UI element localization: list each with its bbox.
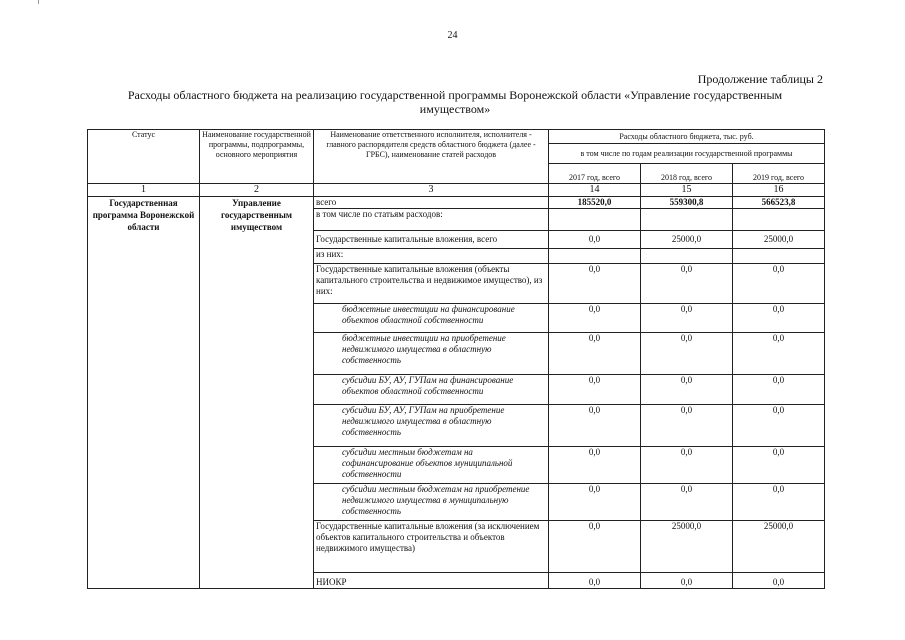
value-2019: 0,0: [733, 333, 825, 375]
row-label: субсидии местным бюджетам на софинансирование объектов муниципальной собственности: [314, 447, 549, 484]
value-2017: 0,0: [549, 333, 641, 375]
budget-table: [87, 129, 825, 589]
value-2018: 25000,0: [641, 231, 733, 249]
value-2019: 25000,0: [733, 521, 825, 573]
value-2018: 0,0: [641, 264, 733, 304]
value-2017: 0,0: [549, 304, 641, 333]
value-2019: 0,0: [733, 573, 825, 589]
column-number: 16: [733, 184, 825, 197]
value-2017: 0,0: [549, 573, 641, 589]
value-2017: 0,0: [549, 264, 641, 304]
header-year-2017: 2017 год, всего: [549, 164, 641, 184]
row-label: субсидии местным бюджетам на приобретение недвижимого имущества в муниципальную собственность: [314, 484, 549, 521]
value-2018: 0,0: [641, 304, 733, 333]
row-label: бюджетные инвестиции на финансирование объектов областной собственности: [314, 304, 549, 333]
header-status: Статус: [88, 130, 200, 184]
value-2017: 0,0: [549, 375, 641, 405]
column-number: 14: [549, 184, 641, 197]
value-2018: 0,0: [641, 447, 733, 484]
row-label: Государственные капитальные вложения (объекты капитального строительства и недвижимое имущество), из них:: [314, 264, 549, 304]
row-label: всего: [314, 197, 549, 209]
value-2019: 0,0: [733, 405, 825, 447]
row-label: в том числе по статьям расходов:: [314, 209, 549, 231]
value-2018: 25000,0: [641, 521, 733, 573]
row-label: субсидии БУ, АУ, ГУПам на финансирование объектов областной собственности: [314, 375, 549, 405]
value-2018: 0,0: [641, 573, 733, 589]
value-2017: 0,0: [549, 231, 641, 249]
value-2018: 0,0: [641, 484, 733, 521]
row-label: из них:: [314, 249, 549, 264]
header-year-2018: 2018 год, всего: [641, 164, 733, 184]
value-2018: 0,0: [641, 375, 733, 405]
value-2019: 0,0: [733, 484, 825, 521]
value-2017: 185520,0: [549, 197, 641, 209]
row-label: Государственные капитальные вложения, всего: [314, 231, 549, 249]
value-2019: 0,0: [733, 264, 825, 304]
value-2018: 0,0: [641, 333, 733, 375]
page-number: 24: [447, 30, 458, 41]
value-2019: 0,0: [733, 304, 825, 333]
value-2017: [549, 209, 641, 231]
header-expenses: Расходы областного бюджета, тыс. руб.: [549, 130, 825, 144]
value-2017: 0,0: [549, 447, 641, 484]
header-by-years: в том числе по годам реализации государственной программы: [549, 144, 825, 164]
header-year-2019: 2019 год, всего: [733, 164, 825, 184]
value-2019: 566523,8: [733, 197, 825, 209]
value-2017: [549, 249, 641, 264]
value-2017: 0,0: [549, 521, 641, 573]
header-executor: Наименование ответственного исполнителя, исполнителя - главного распорядителя средств областного бюджета (далее - ГРБС), наименование статей расходов: [314, 130, 549, 184]
document-title: Расходы областного бюджета на реализацию государственной программы Воронежской области «Управление государственным имуществом»: [127, 88, 783, 116]
value-2019: [733, 249, 825, 264]
table-continuation-label: Продолжение таблицы 2: [697, 72, 823, 86]
program-cell: Управление государственным имуществом: [200, 197, 314, 589]
value-2018: [641, 209, 733, 231]
column-number: 3: [314, 184, 549, 197]
column-number: 2: [200, 184, 314, 197]
row-label: Государственные капитальные вложения (за исключением объектов капитального строительства и объектов недвижимого имущества): [314, 521, 549, 573]
row-label: бюджетные инвестиции на приобретение недвижимого имущества в областную собственность: [314, 333, 549, 375]
status-cell: Государственная программа Воронежской области: [88, 197, 200, 589]
column-number: 15: [641, 184, 733, 197]
value-2019: [733, 209, 825, 231]
value-2019: 25000,0: [733, 231, 825, 249]
value-2017: 0,0: [549, 405, 641, 447]
value-2019: 0,0: [733, 375, 825, 405]
value-2019: 0,0: [733, 447, 825, 484]
column-number: 1: [88, 184, 200, 197]
row-label: субсидии БУ, АУ, ГУПам на приобретение недвижимого имущества в областную собственность: [314, 405, 549, 447]
header-program-name: Наименование государственной программы, подпрограммы, основного мероприятия: [200, 130, 314, 184]
value-2017: 0,0: [549, 484, 641, 521]
value-2018: 559300,8: [641, 197, 733, 209]
value-2018: [641, 249, 733, 264]
scan-mark: [38, 0, 39, 4]
row-label: НИОКР: [314, 573, 549, 589]
value-2018: 0,0: [641, 405, 733, 447]
